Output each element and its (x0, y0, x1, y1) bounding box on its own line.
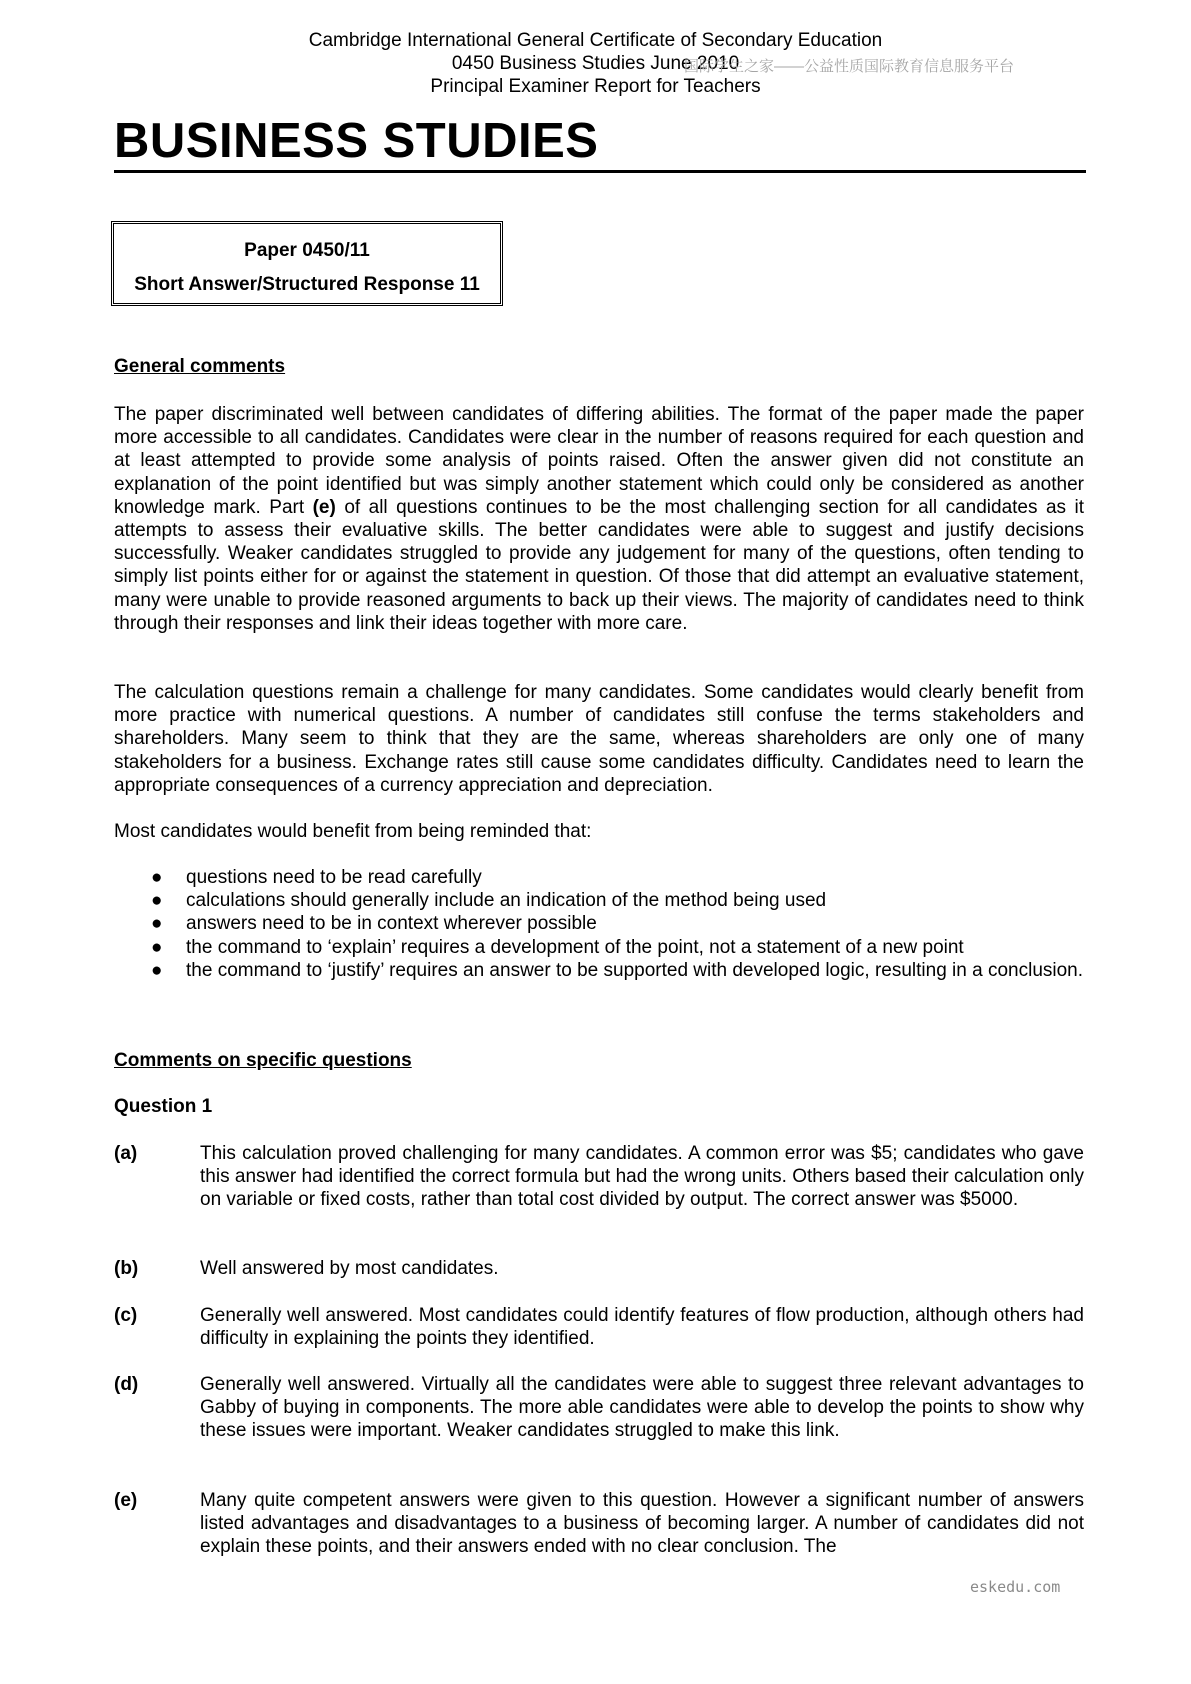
part-label: (d) (114, 1374, 139, 1395)
part-comment: Well answered by most candidates. (200, 1258, 499, 1279)
bullet-icon: ● (151, 959, 163, 981)
bullet-icon: ● (151, 890, 163, 912)
general-paragraph-2: The calculation questions remain a challenge for many candidates. Some candidates would clearly benefit from more practice with numerical questions. A number of candidates still confuse the terms stakeholders and shareholders. Many seem to think that they are the same, whereas shareholders are only one of many stakeholders for a business. Exchange rates still cause some candidates difficulty. Candidates need to learn the appropriate consequences of a currency appreciation and depreciation. (114, 682, 1084, 796)
paper-name: Short Answer/Structured Response 11 (134, 274, 480, 295)
part-label: (c) (114, 1305, 138, 1326)
question-title: Question 1 (114, 1096, 213, 1117)
part-comment: Generally well answered. Virtually all the candidates were able to suggest three relevant advantages to Gabby of buying in components. The more able candidates were able to develop the points to show why these issues were important. Weaker candidates struggled to make this link. (200, 1374, 1084, 1442)
general-paragraph-3: Most candidates would benefit from being reminded that: (114, 821, 592, 842)
part-label: (e) (114, 1490, 138, 1511)
specific-comments-heading: Comments on specific questions (114, 1050, 412, 1071)
question-part-a (114, 1142, 1084, 1212)
page-title: BUSINESS STUDIES (114, 114, 599, 168)
part-e-reference: (e) (312, 496, 336, 518)
footer-watermark: eskedu.com (970, 1578, 1061, 1596)
question-part-b (114, 1257, 1084, 1280)
list-item: ● answers need to be in context wherever possible (151, 913, 597, 935)
bullet-icon: ● (151, 867, 163, 888)
part-label: (a) (114, 1143, 138, 1164)
list-item: ● calculations should generally include an indication of the method being used (151, 890, 827, 912)
bullet-icon: ● (151, 913, 163, 935)
bullet-icon: ● (151, 936, 163, 958)
general-comments-heading: General comments (114, 356, 286, 377)
header-watermark: 国际学生之家——公益性质国际教育信息服务平台 (684, 58, 1015, 75)
reminder-list (114, 866, 1084, 982)
part-label: (b) (114, 1258, 139, 1279)
question-part-d (114, 1373, 1084, 1443)
question-part-c (114, 1304, 1084, 1350)
list-item: ● the command to ‘explain’ requires a development of the point, not a statement of a new point (151, 936, 964, 958)
question-part-e (114, 1489, 1084, 1559)
part-comment: Many quite competent answers were given to this question. However a significant number of answers listed advantages and disadvantages to a business of becoming larger. A number of candidates did not explain these points, and their answers ended with no clear conclusion. The (200, 1490, 1084, 1558)
general-paragraph-1: The paper discriminated well between candidates of differing abilities. The format of the paper made the paper more accessible to all candidates. Candidates were clear in the number of reasons required for each question and at least attempted to provide some analysis of points raised. Often the answer given did not constitute an explanation of the point identified but was simply another statement which could only be considered as another knowledge mark. Part (e) of all questions continues to be the most challenging section for all candidates as it attempts to assess their evaluative skills. The better candidates were able to suggest and justify decisions successfully. Weaker candidates struggled to provide any judgement for many of the questions, often tending to simply list points either for or against the statement in question. Of those that did attempt an evaluative statement, many were unable to provide reasoned arguments to back up their views. The majority of candidates need to think through their responses and link their ideas together with more care. (114, 404, 1084, 634)
header-qualification: Cambridge International General Certificate of Secondary Education (308, 30, 883, 51)
header-syllabus: 0450 Business Studies June 2010 (451, 53, 740, 74)
title-divider (114, 170, 1086, 173)
list-item: ● questions need to be read carefully (151, 867, 482, 888)
paper-info-box (111, 221, 503, 306)
part-comment: Generally well answered. Most candidates could identify features of flow production, although others had difficulty in explaining the points they identified. (200, 1305, 1084, 1350)
paper-code: Paper 0450/11 (244, 240, 370, 261)
list-item: ● the command to ‘justify’ requires an answer to be supported with developed logic, resulting in a conclusion. (151, 959, 1084, 981)
header-report-type: Principal Examiner Report for Teachers (430, 76, 761, 97)
part-comment: This calculation proved challenging for many candidates. A common error was $5; candidates who gave this answer had identified the correct formula but had the wrong units. Others based their calculation only on variable or fixed costs, rather than total cost divided by output. The correct answer was $5000. (200, 1143, 1084, 1211)
